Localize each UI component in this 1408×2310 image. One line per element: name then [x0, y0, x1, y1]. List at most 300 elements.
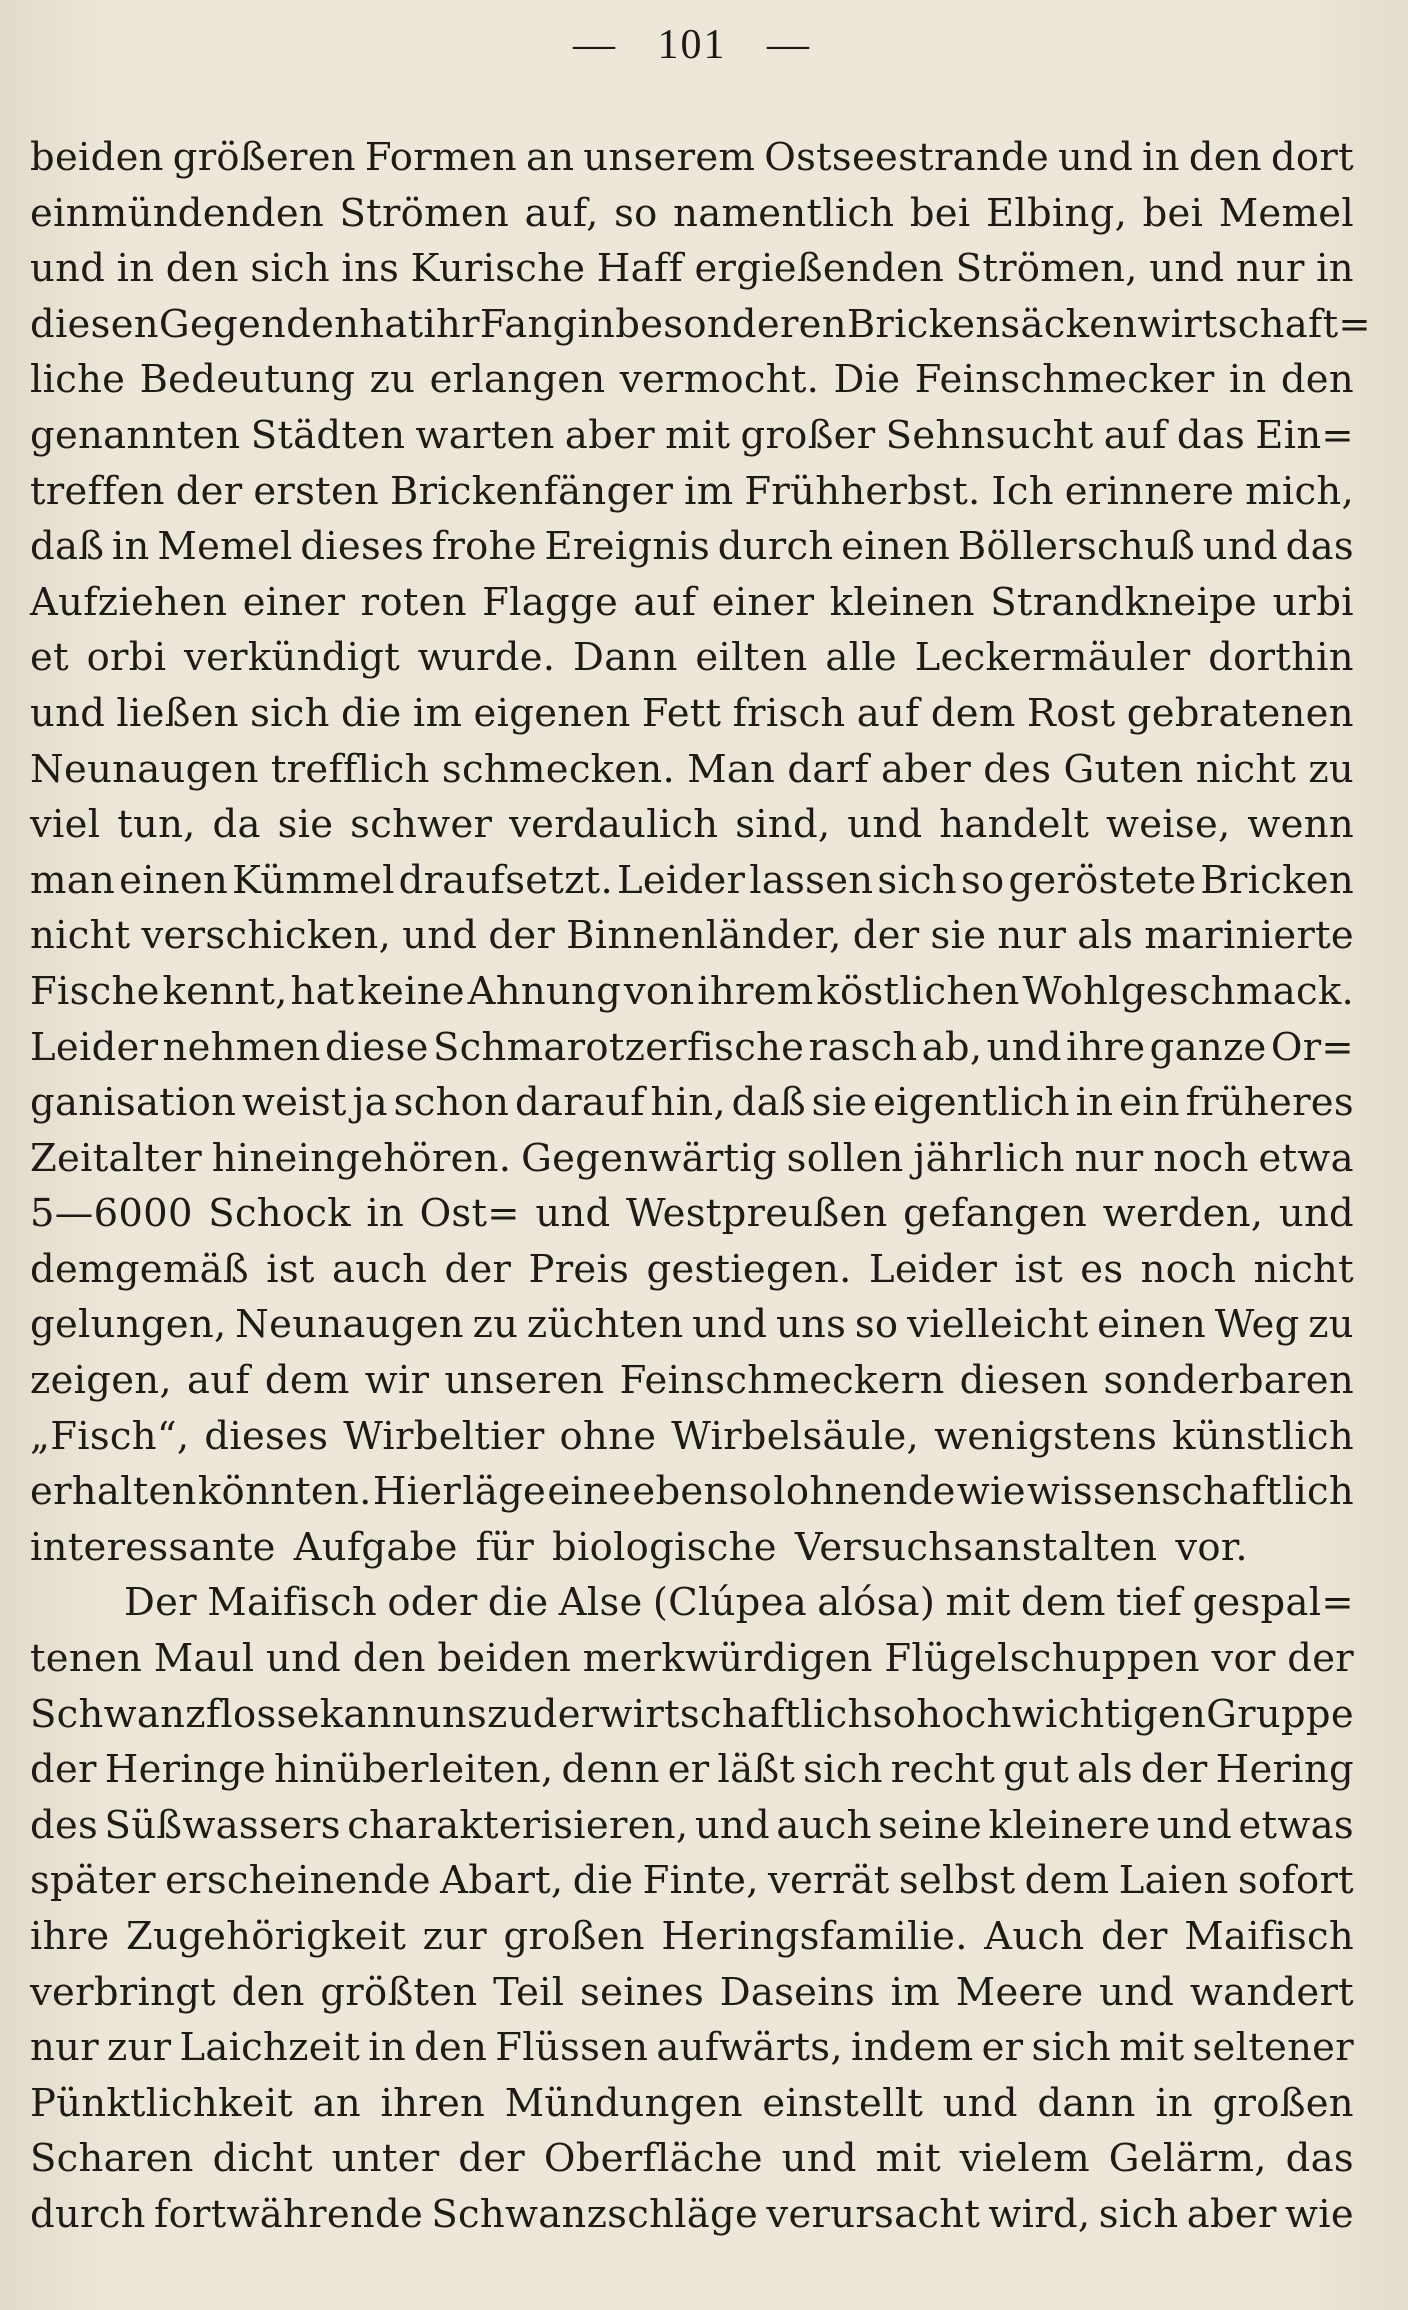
word: indem: [850, 2025, 974, 2071]
word: ihren: [380, 2080, 486, 2126]
word: Gegenden: [158, 301, 360, 347]
word: Hering: [1215, 1747, 1354, 1793]
word: uns: [416, 1691, 488, 1737]
word: ist: [266, 1246, 315, 1292]
word: weist: [241, 1080, 347, 1126]
word: früheres: [1185, 1080, 1354, 1126]
word: Leider: [30, 1024, 159, 1070]
word: Pünktlichkeit: [30, 2080, 294, 2126]
word: Wirbeltier: [343, 1413, 545, 1459]
word: mit: [665, 412, 731, 458]
word: vor.: [1175, 1524, 1248, 1570]
word: in: [1075, 1080, 1114, 1126]
word: größeren: [172, 135, 356, 180]
text-line: [30, 1242, 1354, 1298]
word: urbi: [1272, 579, 1354, 625]
word: in: [111, 524, 150, 570]
word: tun,: [117, 802, 196, 848]
word: seines: [580, 1969, 705, 2015]
word: nur: [1235, 246, 1305, 292]
word: und: [1156, 1802, 1233, 1848]
word: kann: [319, 1691, 417, 1737]
word: ist: [1014, 1246, 1063, 1292]
word: kleinen: [829, 579, 975, 625]
word: und: [1278, 1191, 1354, 1237]
word: unseren: [444, 1358, 605, 1404]
word: zur: [106, 2025, 172, 2071]
word: könnten.: [197, 1469, 372, 1515]
text-line: [30, 630, 1354, 686]
word: uns: [775, 1302, 847, 1348]
word: Laichzeit: [179, 2025, 361, 2071]
word: auf: [1103, 412, 1167, 458]
word: und: [1149, 246, 1225, 292]
word: zu: [1308, 1302, 1354, 1348]
word: eine: [547, 1469, 632, 1515]
word: viel: [30, 802, 101, 848]
word: Frühherbst.: [744, 468, 981, 514]
word: Wirbelsäule,: [671, 1413, 920, 1459]
word: Man: [687, 746, 776, 792]
text-line: [30, 2187, 1354, 2243]
word: aufwärts,: [656, 2025, 843, 2071]
word: wenigstens: [934, 1413, 1158, 1459]
word: den: [352, 1636, 426, 1682]
word: Flügelschuppen: [884, 1636, 1200, 1682]
word: schwer: [350, 802, 493, 848]
word: so: [614, 190, 658, 236]
word: Schock: [208, 1191, 351, 1237]
word: nur: [997, 913, 1067, 959]
word: den: [1188, 135, 1262, 180]
word: aber: [564, 412, 655, 458]
word: daß: [30, 524, 105, 570]
word: Sehnsucht: [885, 412, 1094, 458]
word: sich: [1031, 2025, 1112, 2071]
word: ganisation: [30, 1080, 237, 1126]
word: Kurische: [410, 246, 586, 292]
word: biologische: [552, 1524, 777, 1570]
word: der: [30, 1747, 97, 1793]
word: zu: [1308, 746, 1354, 792]
word: den: [1280, 357, 1354, 403]
word: Strandkneipe: [990, 579, 1258, 625]
word: auch: [776, 1802, 872, 1848]
text-line: [30, 1409, 1354, 1465]
word: Scharen: [30, 2136, 194, 2182]
text-line: [30, 686, 1354, 742]
word: diesen: [959, 1358, 1089, 1404]
word: Versuchsanstalten: [794, 1524, 1158, 1570]
text-line: [30, 297, 1371, 353]
text-line: [30, 853, 1354, 909]
word: und: [402, 913, 478, 959]
word: das: [1285, 524, 1354, 570]
word: daß: [731, 1080, 806, 1126]
word: und: [1058, 135, 1134, 180]
text-line: [30, 908, 1354, 964]
word: Ein=: [1255, 412, 1354, 458]
word: werden,: [1102, 1191, 1264, 1237]
word: merkwürdigen: [582, 1636, 873, 1682]
word: der: [1100, 1914, 1168, 1959]
word: gestiegen.: [646, 1246, 852, 1292]
word: Dann: [573, 635, 678, 681]
word: jährlich: [913, 1135, 1065, 1181]
word: „Fisch“,: [30, 1413, 190, 1459]
text-line: [30, 1353, 1354, 1409]
word: so: [960, 857, 1005, 903]
word: denn: [561, 1747, 660, 1793]
text-line: [30, 1464, 1354, 1520]
word: sich: [877, 857, 957, 903]
word: Strömen,: [955, 246, 1138, 292]
word: in: [368, 2025, 406, 2071]
page-number-right-dash: —: [767, 22, 811, 68]
word: und: [986, 1024, 1062, 1070]
word: dem: [1021, 1580, 1106, 1626]
word: so: [854, 1302, 899, 1348]
word: gefangen: [903, 1191, 1088, 1237]
word: Gelärm,: [1108, 2136, 1267, 2182]
word: ja: [352, 1080, 388, 1126]
word: in: [1155, 2080, 1194, 2126]
word: ab,: [921, 1024, 983, 1070]
word: Fang: [479, 301, 578, 347]
word: bei: [909, 190, 971, 236]
word: sofort: [1237, 1858, 1354, 1904]
word: ihre: [30, 1914, 110, 1959]
word: gespal=: [1192, 1580, 1354, 1626]
word: Gegenwärtig: [521, 1135, 777, 1181]
word: Ost=: [419, 1191, 520, 1237]
word: Neunaugen: [235, 1302, 464, 1348]
text-line: [30, 130, 1354, 186]
word: großen: [1212, 2080, 1354, 2126]
word: einen: [119, 857, 229, 903]
word: draufsetzt.: [398, 857, 613, 903]
text-line: [30, 519, 1354, 575]
word: roten: [360, 579, 467, 625]
text-line: [30, 1020, 1354, 1076]
word: etwas: [1238, 1802, 1354, 1848]
word: und: [847, 802, 923, 848]
word: nehmen: [162, 1024, 321, 1070]
word: läge: [462, 1469, 547, 1515]
word: aber: [1186, 2191, 1277, 2237]
word: Städten: [250, 412, 406, 458]
word: hin,: [650, 1080, 726, 1126]
word: erscheinende: [165, 1858, 431, 1904]
word: unter: [331, 2136, 440, 2182]
word: erhalten: [30, 1469, 197, 1515]
word: einen: [1097, 1302, 1207, 1348]
word: genannten: [30, 412, 241, 458]
text-line: [30, 2076, 1354, 2132]
word: Fische: [30, 968, 160, 1014]
word: fortwährende: [154, 2191, 424, 2237]
page-number: 101: [657, 22, 727, 68]
word: demgemäß: [30, 1246, 249, 1292]
text-line: [30, 1186, 1354, 1242]
word: interessante: [30, 1524, 276, 1570]
word: vielleicht: [907, 1302, 1089, 1348]
word: treffen: [30, 468, 165, 514]
word: Strömen: [339, 190, 510, 236]
word: des: [983, 746, 1052, 792]
word: frohe: [431, 524, 537, 570]
word: weise,: [1105, 802, 1231, 848]
word: dorthin: [1208, 635, 1354, 681]
word: Kümmel: [232, 857, 395, 903]
word: gelungen,: [30, 1302, 227, 1348]
word: aber: [881, 746, 972, 792]
word: recht: [890, 1747, 996, 1793]
text-line: [30, 742, 1354, 798]
word: alle: [825, 635, 897, 681]
text-line: [30, 2131, 1354, 2187]
text-line: [30, 964, 1354, 1020]
word: Teil: [493, 1969, 565, 2015]
word: einstellt: [762, 2080, 924, 2126]
word: er: [981, 2025, 1024, 2071]
word: für: [475, 1524, 535, 1570]
word: zeigen,: [30, 1358, 172, 1404]
word: ließen: [116, 690, 239, 736]
word: nicht: [1195, 746, 1297, 792]
text-line: [30, 1520, 1354, 1576]
word: wird,: [988, 2191, 1091, 2237]
word: ganze: [1149, 1024, 1267, 1070]
word: Abart,: [440, 1858, 564, 1904]
text-line: [30, 1909, 1354, 1965]
word: es: [1080, 1246, 1124, 1292]
text-line: [30, 797, 1354, 853]
word: sich: [250, 690, 330, 736]
word: ersten: [253, 468, 380, 514]
word: im: [412, 690, 463, 736]
text-line: [30, 1687, 1354, 1743]
word: dem: [930, 690, 1016, 736]
text-line: [30, 186, 1354, 242]
word: zu: [472, 1302, 519, 1348]
word: Ich: [991, 468, 1054, 514]
word: und: [1099, 1969, 1175, 2015]
word: dann: [1037, 2080, 1136, 2126]
word: Böllerschuß: [957, 524, 1196, 570]
word: Heringe: [104, 1747, 267, 1793]
word: nur: [1074, 1135, 1144, 1181]
text-line: [30, 1297, 1354, 1353]
word: Mündungen: [504, 2080, 743, 2126]
word: Maifisch: [1184, 1914, 1354, 1959]
word: oder: [387, 1580, 478, 1626]
word: warten: [415, 412, 555, 458]
word: und: [265, 1636, 342, 1682]
text-line: [30, 464, 1354, 520]
word: Süßwassers: [104, 1802, 341, 1848]
word: sich: [803, 1747, 883, 1793]
word: von: [623, 968, 695, 1014]
word: eigentlich: [873, 1080, 1070, 1126]
word: Heringsfamilie.: [661, 1914, 968, 1959]
word: orbi: [86, 635, 167, 681]
word: verkündigt: [184, 635, 400, 681]
word: wie: [956, 1469, 1026, 1515]
word: hochwichtigen: [916, 1691, 1207, 1737]
word: Memel: [157, 524, 293, 570]
word: verschicken,: [141, 913, 392, 959]
word: läßt: [717, 1747, 796, 1793]
word: Meere: [955, 1969, 1084, 2015]
word: zu: [487, 1691, 533, 1737]
word: hineingehören.: [211, 1135, 512, 1181]
text-line: [30, 1965, 1354, 2021]
word: wandert: [1189, 1969, 1354, 2015]
word: frisch: [732, 690, 846, 736]
word: den: [231, 1969, 305, 2015]
word: in: [1142, 135, 1180, 180]
word: bei: [1142, 190, 1204, 236]
word: besonderen: [615, 301, 847, 347]
word: dem: [264, 1358, 350, 1404]
word: Aufgabe: [293, 1524, 458, 1570]
word: als: [1077, 913, 1134, 959]
word: und: [781, 2136, 857, 2182]
word: Flagge: [482, 579, 619, 625]
word: etwa: [1258, 1135, 1354, 1181]
word: zur: [422, 1914, 488, 1959]
word: Brickensäcken: [846, 301, 1138, 347]
text-line: [30, 241, 1354, 297]
word: handelt: [939, 802, 1090, 848]
word: das: [1176, 412, 1246, 458]
word: mit: [1119, 2025, 1185, 2071]
word: seltener: [1192, 2025, 1354, 2071]
word: und: [694, 1802, 770, 1848]
word: unserem: [583, 135, 756, 180]
word: der: [852, 913, 920, 959]
word: kennt,: [162, 968, 288, 1014]
word: keine: [357, 968, 465, 1014]
text-line: [30, 2020, 1354, 2076]
word: noch: [1140, 1246, 1237, 1292]
text-line: [30, 408, 1354, 464]
word: dort: [1270, 135, 1354, 180]
text-line: [30, 1798, 1354, 1854]
word: sie: [811, 1080, 868, 1126]
word: köstlichen: [816, 968, 1020, 1014]
word: seine: [878, 1802, 983, 1848]
word: noch: [1153, 1135, 1249, 1181]
word: sich: [1098, 2191, 1179, 2237]
word: so: [872, 1691, 917, 1737]
word: einer: [711, 579, 815, 625]
word: verdaulich: [509, 802, 719, 848]
word: vor: [1211, 1636, 1276, 1682]
word: ihr: [423, 301, 480, 347]
word: et: [30, 635, 69, 681]
word: dieses: [204, 1413, 329, 1459]
word: Guten: [1063, 746, 1184, 792]
word: sind,: [735, 802, 831, 848]
word: beiden: [30, 135, 164, 180]
word: Formen: [364, 135, 517, 180]
word: gut: [1003, 1747, 1069, 1793]
word: Ostseestrande: [764, 135, 1050, 180]
word: charakterisieren,: [347, 1802, 689, 1848]
word: ein: [1119, 1080, 1180, 1126]
word: Ahnung: [467, 968, 622, 1014]
word: Wohlgeschmack.: [1022, 968, 1354, 1014]
word: auf: [856, 690, 920, 736]
word: der: [1140, 1747, 1208, 1793]
word: Neunaugen: [30, 746, 259, 792]
word: auf: [633, 579, 697, 625]
word: in: [1228, 357, 1267, 403]
text-line: [30, 352, 1354, 408]
word: zu: [369, 357, 416, 403]
word: Laien: [1118, 1858, 1229, 1904]
word: eigenen: [473, 690, 631, 736]
word: nur: [30, 2025, 99, 2071]
word: Schmarotzerfische: [432, 1024, 805, 1070]
word: der: [488, 913, 556, 959]
word: später: [30, 1858, 156, 1904]
word: hat: [359, 301, 424, 347]
word: wie: [1285, 2191, 1354, 2237]
word: in: [577, 301, 616, 347]
word: auch: [331, 1246, 428, 1292]
word: vermocht.: [619, 357, 820, 403]
text-line: [30, 575, 1354, 631]
word: nicht: [30, 913, 131, 959]
word: Rost: [1026, 690, 1116, 736]
word: namentlich: [673, 190, 895, 236]
word: ihrem: [697, 968, 814, 1014]
word: hat: [290, 968, 355, 1014]
word: schmecken.: [441, 746, 676, 792]
word: erlangen: [429, 357, 606, 403]
word: großen: [503, 1914, 645, 1959]
word: züchten: [526, 1302, 684, 1348]
word: Westpreußen: [625, 1191, 888, 1237]
body-text: [30, 130, 1371, 2243]
word: schon: [393, 1080, 510, 1126]
text-line: [30, 1575, 1354, 1631]
word: geröstete: [1008, 857, 1197, 903]
word: Schwanzflosse: [30, 1691, 320, 1737]
word: auf,: [524, 190, 599, 236]
word: alósa): [817, 1580, 936, 1626]
word: an: [525, 135, 575, 180]
word: Fett: [641, 690, 722, 736]
text-line: [30, 1853, 1354, 1909]
word: Die: [833, 357, 901, 403]
word: 5—6000: [30, 1191, 193, 1237]
word: man: [30, 857, 116, 903]
word: darauf: [515, 1080, 645, 1126]
word: (Clúpea: [652, 1580, 807, 1626]
word: durch: [717, 524, 834, 570]
text-line: [30, 1742, 1354, 1798]
word: diese: [324, 1024, 429, 1070]
word: der: [532, 1691, 600, 1737]
word: den: [414, 2025, 488, 2071]
word: wenn: [1247, 802, 1354, 848]
word: ins: [341, 246, 400, 292]
word: der: [444, 1246, 512, 1292]
